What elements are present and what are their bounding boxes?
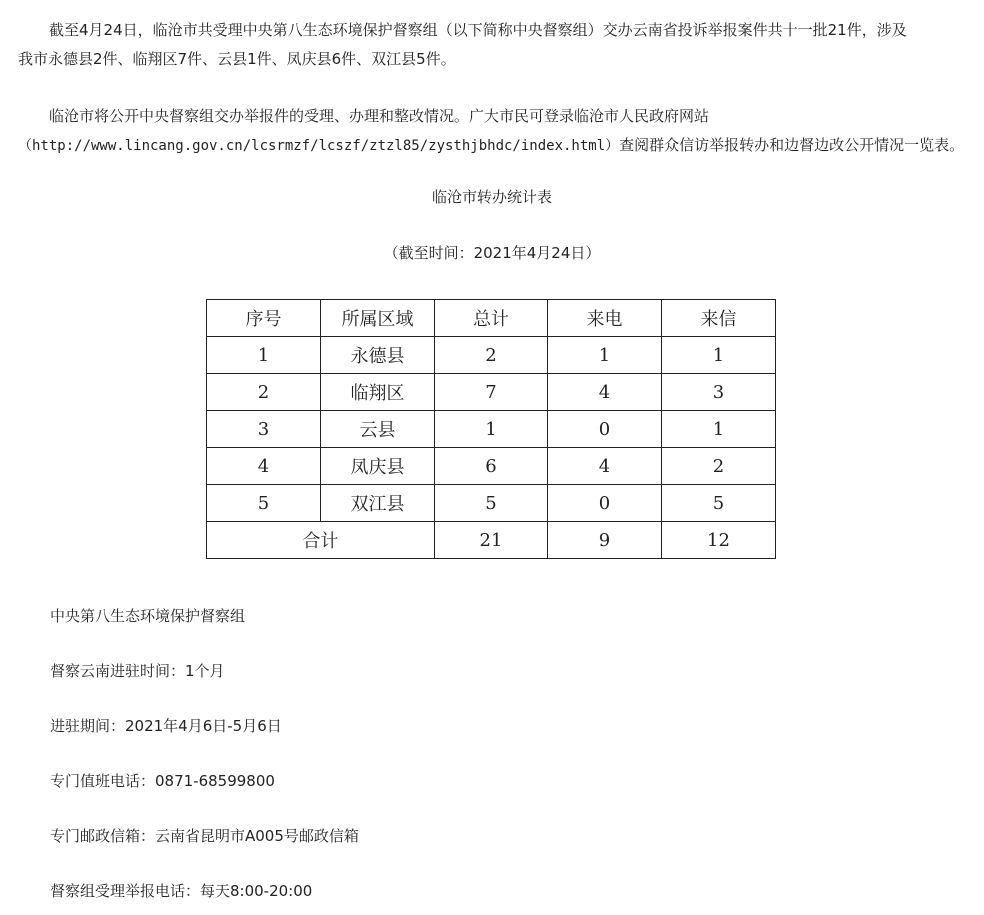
header-cell: 总计: [435, 300, 548, 337]
table-cell: 7: [435, 374, 548, 411]
table-cell: 4: [548, 374, 662, 411]
table-cell: 2: [662, 448, 776, 485]
table-cell: 1: [662, 411, 776, 448]
intro-line-2: 我市永德县2件、临翔区7件、云县1件、凤庆县6件、双江县5件。: [18, 50, 456, 68]
table-cell: 0: [548, 411, 662, 448]
table-row: [207, 411, 776, 448]
disclosure-line-2: 查阅群众信访举报转办和边督边改公开情况一览表。: [619, 136, 965, 154]
table-cell: 4: [548, 448, 662, 485]
table-cell: 3: [207, 411, 321, 448]
table-cell: 5: [435, 485, 548, 522]
header-cell: 所属区域: [321, 300, 435, 337]
header-cell: 序号: [207, 300, 321, 337]
total-label-cell: 合计: [207, 522, 435, 559]
table-cell: 4: [207, 448, 321, 485]
table-cell: 临翔区: [321, 374, 435, 411]
table-cell: 1: [435, 411, 548, 448]
header-cell: 来信: [662, 300, 776, 337]
table-cell: 6: [435, 448, 548, 485]
intro-line-1: 截至4月24日，临沧市共受理中央第八生态环境保护督察组（以下简称中央督察组）交办云南省投诉举报案件共十一批21件，涉及: [49, 21, 907, 39]
inspection-group-name: 中央第八生态环境保护督察组: [50, 607, 246, 625]
stationing-period: 进驻期间：2021年4月6日-5月6日: [50, 717, 282, 735]
statistics-table: [206, 299, 776, 559]
header-cell: 来电: [548, 300, 662, 337]
table-cell: 永德县: [321, 337, 435, 374]
table-row: [207, 485, 776, 522]
table-cell: 凤庆县: [321, 448, 435, 485]
stationing-duration: 督察云南进驻时间：1个月: [50, 662, 225, 680]
table-row: [207, 374, 776, 411]
table-row: [207, 448, 776, 485]
disclosure-paragraph: [18, 102, 968, 161]
table-cell: 2: [435, 337, 548, 374]
table-cell: 云县: [321, 411, 435, 448]
table-cell: 5: [662, 485, 776, 522]
table-cell: 3: [662, 374, 776, 411]
disclosure-line-1: 临沧市将公开中央督察组交办举报件的受理、办理和整改情况。广大市民可登录临沧市人民政府网站: [49, 107, 710, 125]
table-title: 临沧市转办统计表: [431, 188, 552, 206]
total-calls-cell: 9: [548, 522, 662, 559]
total-letters-cell: 12: [662, 522, 776, 559]
table-subtitle: （截至时间：2021年4月24日）: [383, 244, 601, 262]
intro-paragraph: [18, 16, 968, 74]
table-header-row: [207, 300, 776, 337]
table-cell: 1: [662, 337, 776, 374]
table-cell: 1: [548, 337, 662, 374]
government-website-link[interactable]: （http://www.lincang.gov.cn/lcsrmzf/lcszf/ztzl85/zysthjbhdc/index.html）: [18, 138, 620, 154]
table-row: [207, 337, 776, 374]
postal-mailbox: 专门邮政信箱：云南省昆明市A005号邮政信箱: [50, 827, 359, 845]
table-cell: 双江县: [321, 485, 435, 522]
table-total-row: [207, 522, 776, 559]
table-cell: 0: [548, 485, 662, 522]
total-sum-cell: 21: [435, 522, 548, 559]
table-cell: 5: [207, 485, 321, 522]
report-phone-hours: 督察组受理举报电话：每天8:00-20:00: [50, 882, 313, 900]
duty-hotline: 专门值班电话：0871-68599800: [50, 772, 275, 790]
table-cell: 2: [207, 374, 321, 411]
table-cell: 1: [207, 337, 321, 374]
